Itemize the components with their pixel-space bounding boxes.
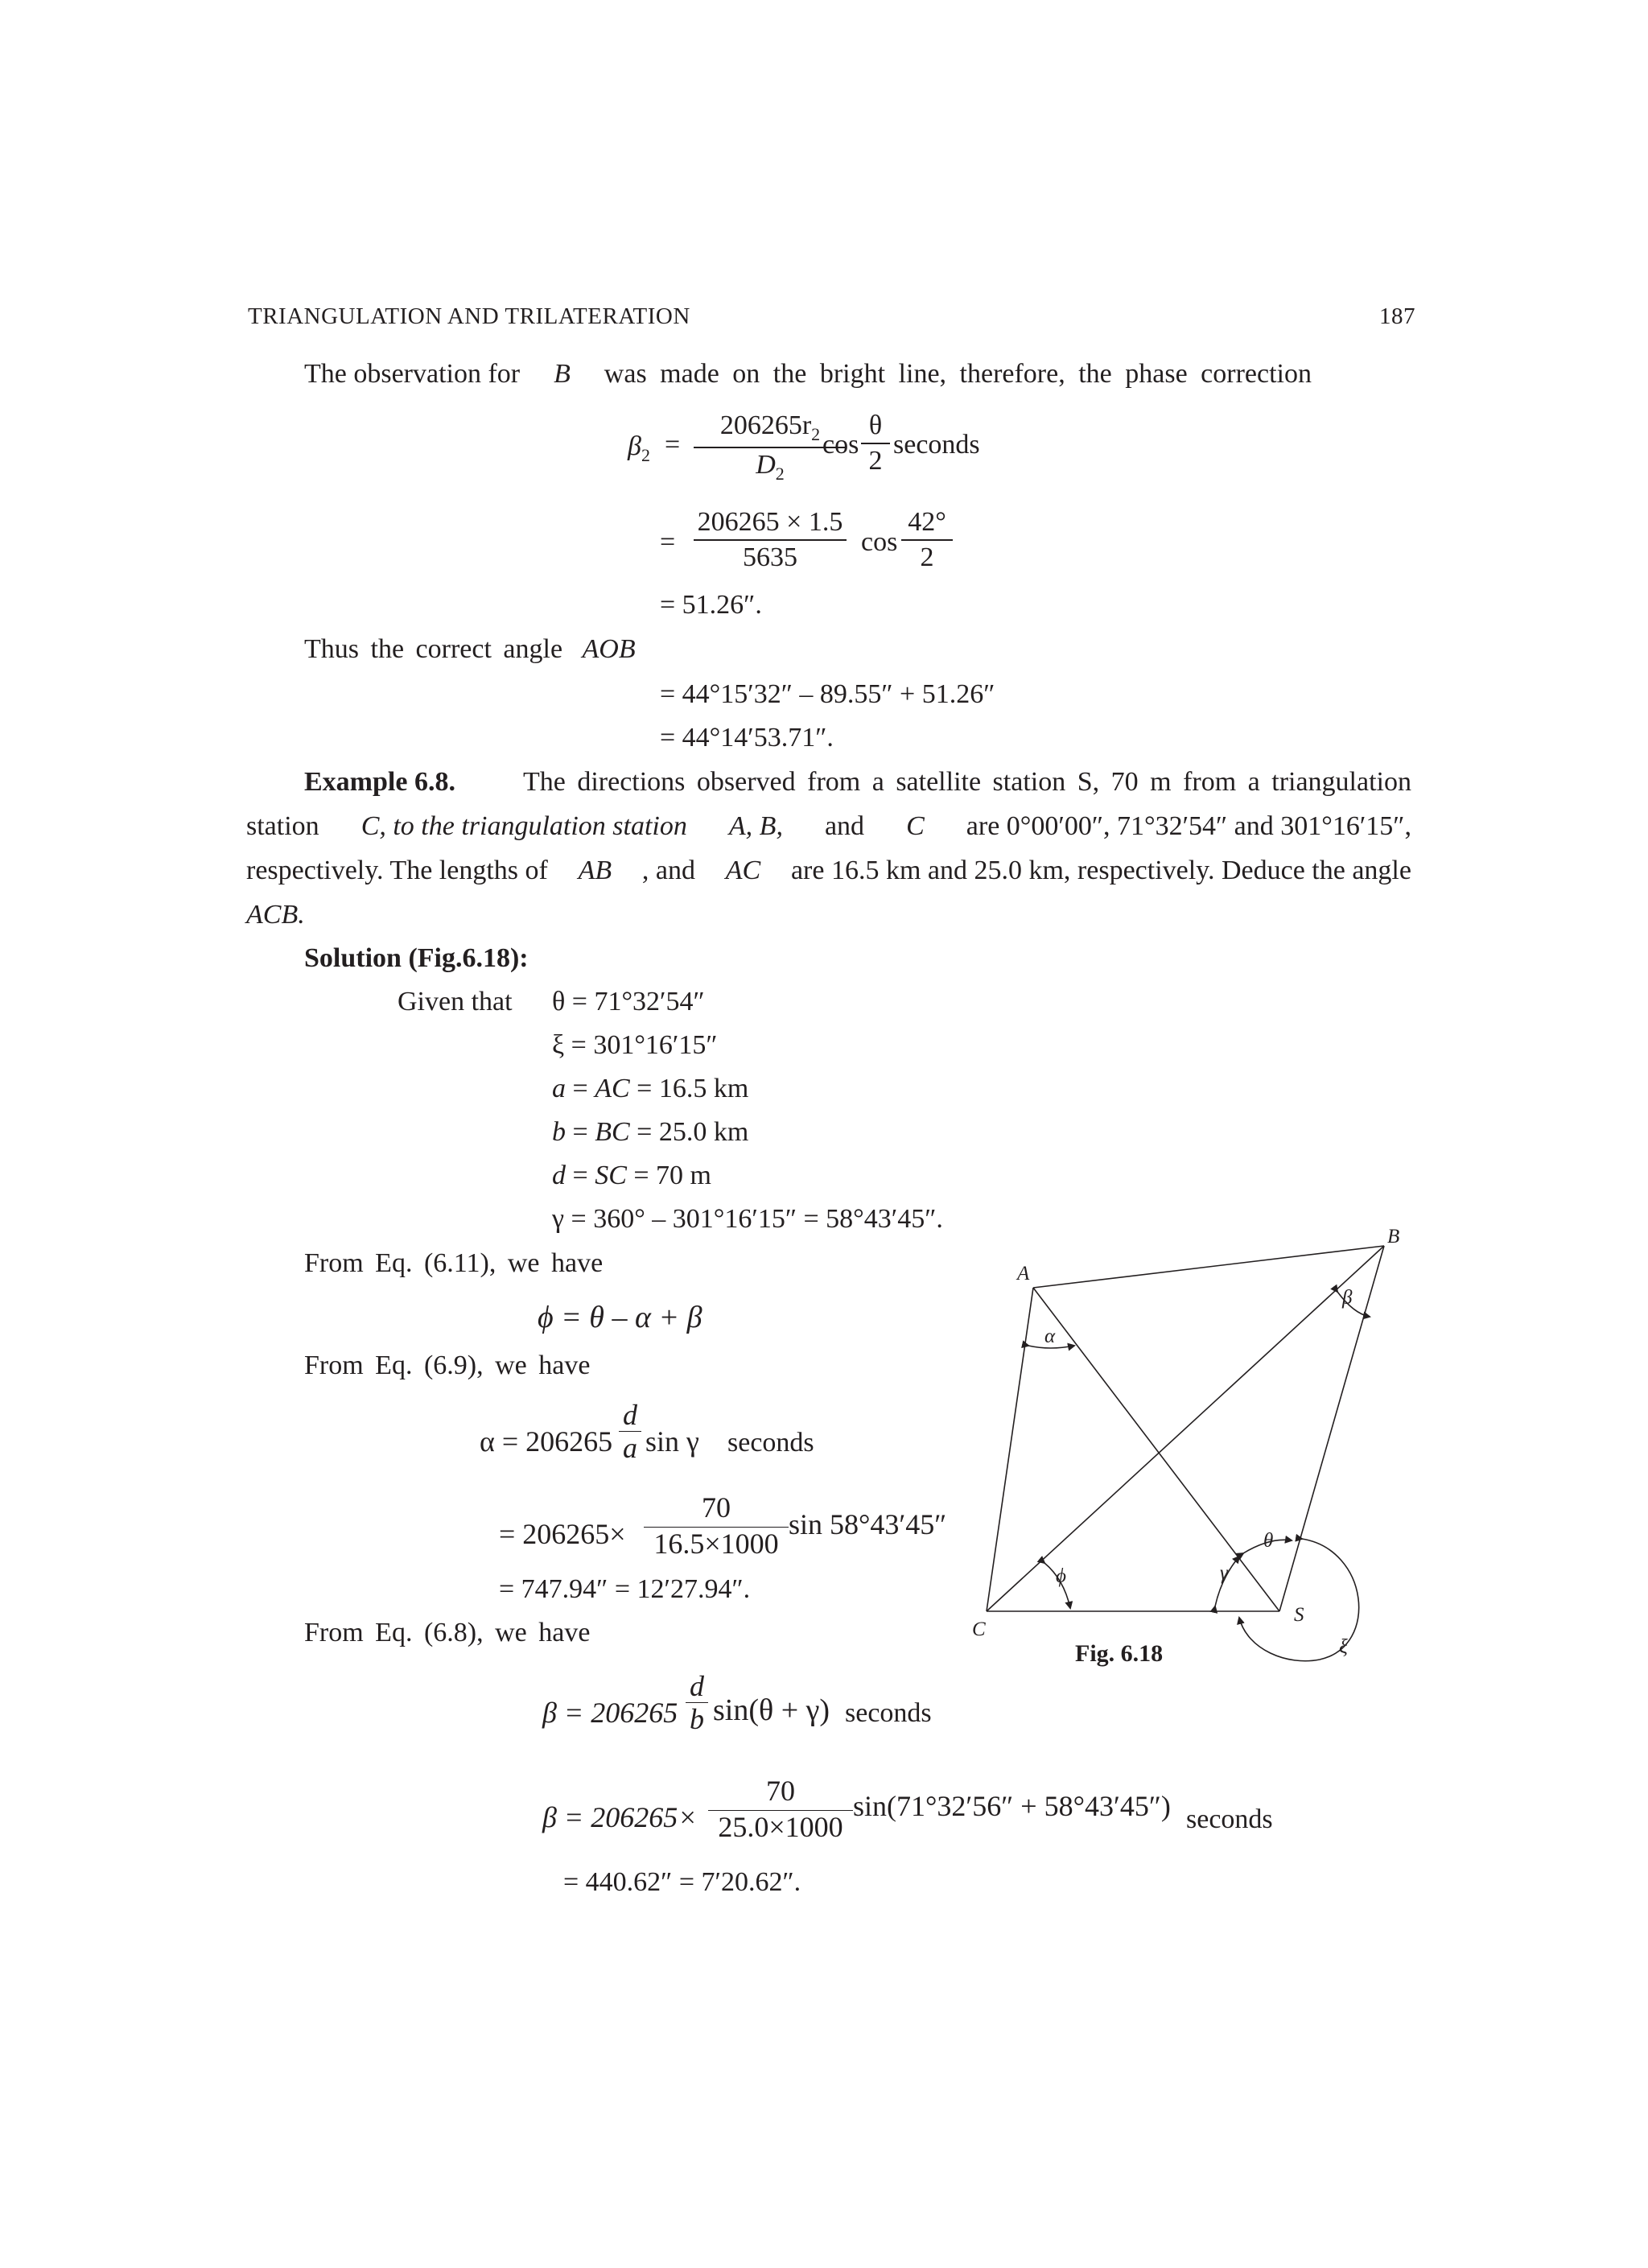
- label-xi: ξ: [1339, 1636, 1348, 1658]
- example-line-1: Example 6.8. The directions observed from a satellite station S, 70 m from a triangulation: [304, 767, 1411, 797]
- alpha-lhs: α = 206265: [480, 1425, 613, 1458]
- given-xi: ξ = 301°16′15″: [552, 1030, 718, 1060]
- cos-label-1: cos: [822, 430, 859, 460]
- beta-d-over-b: $\frac{d}{b}$: [686, 1672, 708, 1734]
- alpha-seconds: seconds: [727, 1428, 814, 1458]
- angle-half-fraction: $\frac{42^\circ}{2}$: [901, 509, 953, 571]
- side-ca: [987, 1288, 1033, 1611]
- from-eq-611: From Eq. (6.11), we have: [304, 1248, 604, 1278]
- alpha-d-over-a: $\frac{d}{a}$: [619, 1400, 641, 1462]
- side-ab: [1033, 1246, 1384, 1288]
- given-d: d = SC = 70 m: [552, 1161, 711, 1190]
- given-a: a = AC = 16.5 km: [552, 1074, 749, 1103]
- intro-text-2: was made on the bright line, therefore, the phase correction: [604, 359, 1312, 389]
- diagonal-as: [1033, 1288, 1279, 1611]
- alpha-result: = 747.94″ = 12′27.94″.: [499, 1574, 751, 1604]
- from-eq-68: From Eq. (6.8), we have: [304, 1618, 591, 1647]
- beta2-result: = 51.26″.: [660, 590, 762, 620]
- beta-seconds: seconds: [845, 1698, 932, 1728]
- aob-result: = 44°14′53.71″.: [660, 723, 834, 753]
- beta2-symbol: $\beta_2$: [628, 431, 650, 465]
- given-that: Given that: [398, 987, 513, 1016]
- page-number: 187: [1379, 303, 1415, 329]
- beta2-equals: =: [665, 430, 681, 460]
- figure-6-18: [966, 1223, 1400, 1674]
- given-b: b = BC = 25.0 km: [552, 1117, 749, 1147]
- side-bs: [1279, 1246, 1384, 1611]
- beta2-eq-fraction: $\frac{70}{25.0\times 1000}$: [708, 1776, 853, 1841]
- alpha2-fraction: $\frac{70}{16.5\times 1000}$: [644, 1493, 789, 1558]
- label-s: S: [1294, 1604, 1304, 1626]
- given-gamma: γ = 360° – 301°16′15″ = 58°43′45″.: [552, 1204, 943, 1234]
- example-line-3: respectively. The lengths of AB , and AC are 16.5 km and 25.0 km, respectively. Deduce the angle: [246, 856, 1411, 885]
- thus-line: Thus the correct angle AOB: [304, 634, 636, 664]
- seconds-label-1: seconds: [893, 430, 980, 460]
- theta-half-fraction: $\frac{\theta}{2}$: [861, 412, 890, 475]
- label-theta: θ: [1263, 1530, 1274, 1552]
- equals-2: =: [660, 527, 676, 557]
- given-theta: θ = 71°32′54″: [552, 987, 705, 1016]
- label-gamma: γ: [1220, 1562, 1228, 1584]
- label-a: A: [1017, 1263, 1030, 1285]
- beta-sin: sin(θ + γ): [713, 1693, 830, 1727]
- beta2-eq-lhs: β = 206265×: [542, 1801, 698, 1833]
- aob-calc: = 44°15′32″ – 89.55″ + 51.26″: [660, 679, 995, 709]
- alpha2-sin: sin 58°43′45″: [789, 1508, 947, 1540]
- from-eq-69: From Eq. (6.9), we have: [304, 1350, 591, 1380]
- beta2-eq-seconds: seconds: [1186, 1804, 1273, 1834]
- intro-text-1: The observation for: [304, 359, 521, 389]
- beta-lhs: β = 206265: [542, 1697, 678, 1729]
- example-line-4: ACB.: [246, 900, 305, 930]
- beta2-eq-sin: sin(71°32′56″ + 58°43′45″): [853, 1790, 1171, 1822]
- figure-caption: Fig. 6.18: [1075, 1640, 1164, 1667]
- label-b: B: [1387, 1226, 1400, 1247]
- numeric-fraction: $\frac{206265 \times 1.5}{5635}$: [694, 509, 847, 571]
- beta2-fraction: $\frac{206265r_2}{D_2}$: [694, 412, 847, 483]
- label-beta: β: [1342, 1287, 1353, 1309]
- example-line-2: station C, to the triangulation station A, B, and C are 0°00′00″, 71°32′54″ and 301°16′15″,: [246, 811, 1411, 841]
- label-alpha: α: [1044, 1326, 1056, 1347]
- label-c: C: [972, 1619, 986, 1640]
- running-title: TRIANGULATION AND TRILATERATION: [248, 303, 690, 329]
- solution-title: Solution (Fig.6.18):: [304, 943, 529, 973]
- cos-label-2: cos: [861, 527, 898, 557]
- phi-equation: ϕ = θ – α + β: [538, 1301, 702, 1334]
- intro-var-b: B: [554, 359, 571, 389]
- intro-line: [304, 361, 1312, 388]
- alpha-sin: sin γ: [645, 1425, 699, 1458]
- label-phi: ϕ: [1056, 1565, 1066, 1587]
- beta-result: = 440.62″ = 7′20.62″.: [563, 1867, 801, 1897]
- alpha2-lhs: = 206265×: [499, 1518, 626, 1550]
- diagonal-cb: [987, 1246, 1384, 1611]
